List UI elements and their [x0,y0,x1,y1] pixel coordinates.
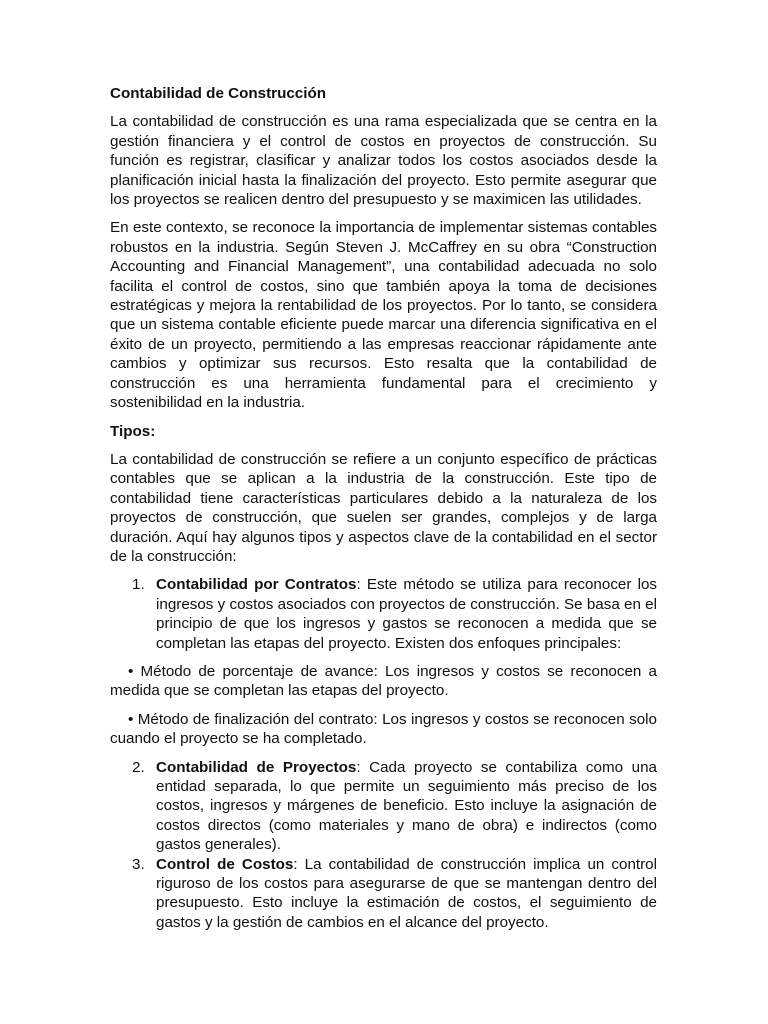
list-item-number: 2. [132,758,145,776]
intro-paragraph-1: La contabilidad de construcción es una rama especializada que se centra en la gestión financiera y el control de costos en proyectos de construcción. Su función es registrar, clasificar y analizar todos los costos asociados desde la planificación inicial hasta la finalización del proyecto. Esto permite asegurar que los proyectos se realicen dentro del presupuesto y se maximicen las utilidades. [110,113,657,209]
list-item-term: Contabilidad de Proyectos [156,758,357,776]
list-item-text: : Este método se utiliza para reconocer los ingresos y costos asociados con proyectos de construcción. Se basa en el principio de que los ingresos y gastos se reconocen a medida que se completan las etapas del proyecto. Existen dos enfoques principales: [156,576,657,652]
list-item-text: : Cada proyecto se contabiliza como una entidad separada, lo que permite un seguimiento más preciso de los costos, ingresos y márgenes de beneficio. Esto incluye la asignación de costos directos (como materiales y mano de obra) e indirectos (como gastos generales). [156,758,657,854]
list-item [110,855,657,933]
tipos-paragraph: La contabilidad de construcción se refiere a un conjunto específico de prácticas contables que se aplican a la industria de la construcción. Este tipo de contabilidad tiene características particulares debido a la naturaleza de los proyectos de construcción, que suelen ser grandes, complejos y de larga duración. Aquí hay algunos tipos y aspectos clave de la contabilidad en el sector de la construcción: [110,450,657,565]
bullet-completed-contract-method: • Método de finalización del contrato: Los ingresos y costos se reconocen solo cuando el proyecto se ha completado. [110,710,657,748]
bullet-percentage-method: • Método de porcentaje de avance: Los ingresos y costos se reconocen a medida que se completan las etapas del proyecto. [110,662,657,700]
list-item-term: Control de Costos [156,855,294,873]
intro-paragraph-2: En este contexto, se reconoce la importancia de implementar sistemas contables robustos en la industria. Según Steven J. McCaffrey en su obra “Construction Accounting and Financial Management”, una contabilidad adecuada no solo facilita el control de costos, sino que también apoya la toma de decisiones estratégicas y mejora la rentabilidad de los proyectos. Por lo tanto, se considera que un sistema contable eficiente puede marcar una diferencia significativa en el éxito de un proyecto, permitiendo a las empresas reaccionar rápidamente ante cambios y optimizar sus recursos. Esto resalta que la contabilidad de construcción es una herramienta fundamental para el crecimiento y sostenibilidad en la industria. [110,219,657,412]
list-item-term: Contabilidad por Contratos [156,576,357,594]
list-item-text: : La contabilidad de construcción implica un control riguroso de los costos para asegurarse de que se mantengan dentro del presupuesto. Esto incluye la estimación de costos, el seguimiento de gastos y la gestión de cambios en el alcance del proyecto. [156,855,658,931]
tipos-heading: Tipos: [110,422,156,440]
list-item [110,575,657,653]
list-item-number: 3. [132,855,145,873]
list-item-number: 1. [132,576,145,594]
list-item [110,758,657,855]
types-list-first [110,575,657,653]
document-title: Contabilidad de Construcción [110,85,327,102]
types-list-second [110,758,657,933]
document-page [110,84,657,941]
